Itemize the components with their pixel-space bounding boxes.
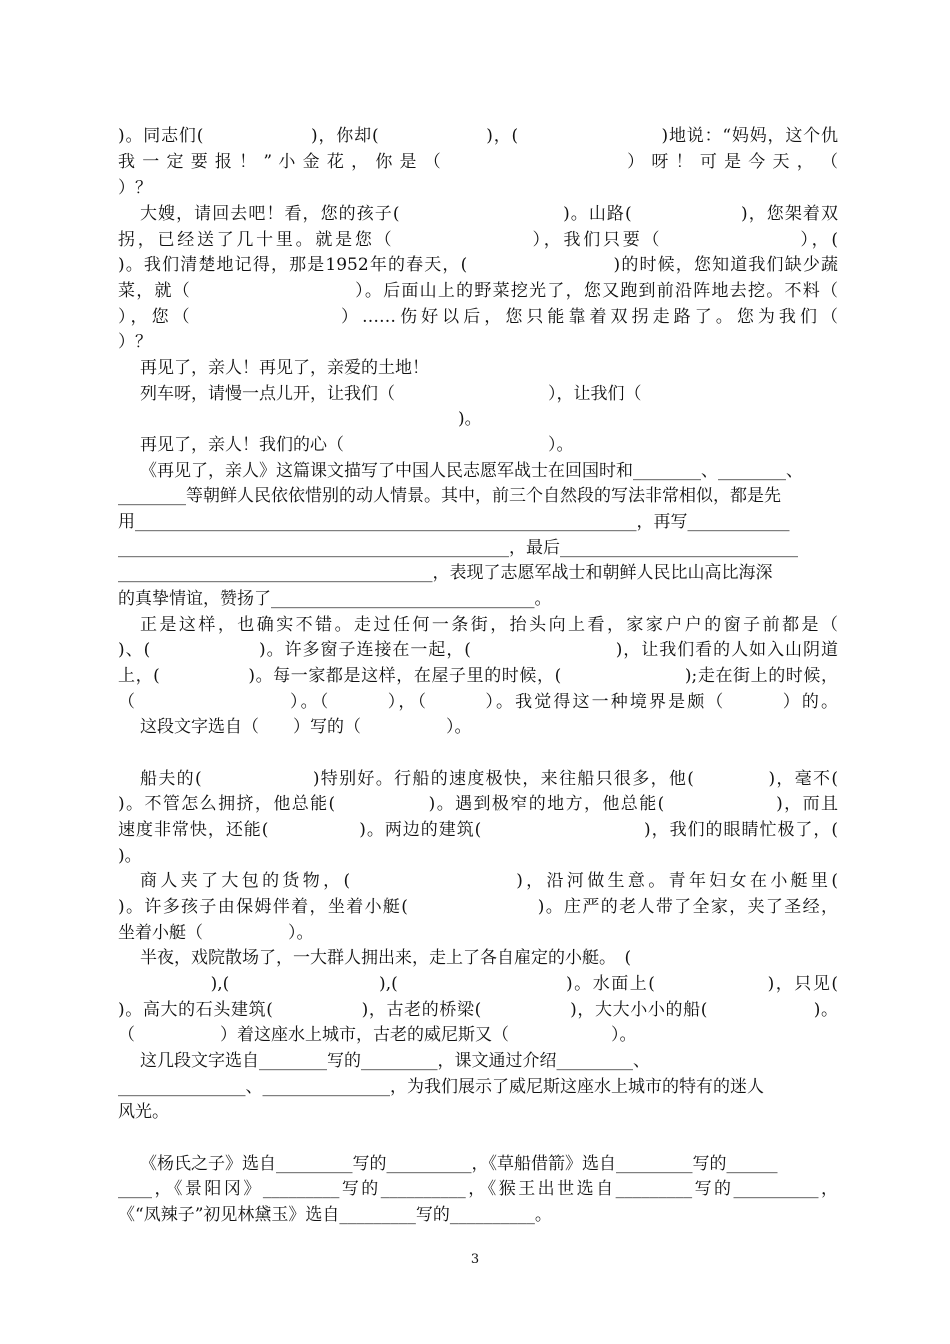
text-line: _____________________________________，表现了志愿军战士和朝鲜人民比山高比海深 [118,563,773,583]
text-line: _______________、_______________，为我们展示了威尼斯这座水上城市的特有的迷人 [118,1077,764,1097]
text-line: 用___________________________________________________________，再写____________ [118,512,790,532]
text-line: ）？ [118,332,152,352]
text-line: ________等朝鲜人民依依惜别的动人情景。其中，前三个自然段的写法非常相似，都是先 [118,486,781,506]
text-line: 列车呀，请慢一点儿开，让我们（ ），让我们（ [140,384,642,404]
text-line: 我 一 定 要 报 ！ ” 小 金 花 ， 你 是 （ ） 呀 ！ 可 是 今 天 ， （ [118,152,838,172]
text-line: ____，《景阳冈》_________写的__________，《猴王出世选自_________写的__________， [118,1179,838,1199]
text-line: )。许多孩子由保姆伴着，坐着小艇( )。庄严的老人带了全家，夹了圣经， [118,897,838,917]
text-line: 这段文字选自（ ）写的（ ）。 [140,717,472,737]
text-line: ______________________________________________，最后____________________________ [118,538,798,558]
page-number: 3 [470,1252,480,1267]
text-line: 坐着小艇（ ）。 [118,923,314,943]
text-line: )。 [118,846,142,866]
text-line: 的真挚情谊，赞扬了_______________________________。 [118,589,552,609]
text-line: 速度非常快，还能( )。两边的建筑( )，我们的眼睛忙极了，( [118,820,838,840]
text-line: )、( )。许多窗子连接在一起，( )，让我们看的人如入山阴道 [118,640,838,660]
text-line: )。同志们( )，你却( )，( )地说：“妈妈，这个仇 [118,126,838,146]
text-line: 半夜，戏院散场了，一大群人拥出来，走上了各自雇定的小艇。 ( [140,948,632,968]
text-line: 《再见了，亲人》这篇课文描写了中国人民志愿军战士在回国时和________、________、 [140,461,803,481]
text-line: ），您（ ）……伤好以后，您只能靠着双拐走路了。您为我们（ [118,307,838,327]
text-line: 再见了，亲人！我们的心（ ）。 [140,435,574,455]
text-line: )。高大的石头建筑( )，古老的桥梁( )，大大小小的船( )。 [118,1000,838,1020]
text-line: 船夫的( )特别好。行船的速度极快，来往船只很多，他( )，毫不( [140,769,838,789]
text-line: )。 [118,409,482,429]
text-line: ),( ),( )。水面上( )，只见( [118,974,838,994]
text-line: （ ）着这座水上城市，古老的威尼斯又（ ）。 [118,1025,637,1045]
text-line: 正是这样，也确实不错。走过任何一条街，抬头向上看，家家户户的窗子前都是（ [140,615,838,635]
text-line: 拐，已经送了几十里。就是您（ ），我们只要（ ），( [118,230,838,250]
text-line: 风光。 [118,1102,169,1122]
text-line: 大嫂，请回去吧！看，您的孩子( )。山路( )，您架着双 [140,204,838,224]
text-line: 再见了，亲人！再见了，亲爱的土地！ [140,358,429,378]
text-line: 《“凤辣子”初见林黛玉》选自_________写的__________。 [118,1205,552,1225]
text-line: 这几段文字选自________写的_________，课文通过介绍_________、 [140,1051,650,1071]
text-line: 菜，就（ ）。后面山上的野菜挖光了，您又跑到前沿阵地去挖。不料（ [118,281,838,301]
text-line: )。不管怎么拥挤，他总能( )。遇到极窄的地方，他总能( )，而且 [118,794,838,814]
text-line: （ ）。（ ），（ ）。我觉得这一种境界是颇（ ）的。 [118,692,838,712]
text-line: )。我们清楚地记得，那是1952年的春天，( )的时候，您知道我们缺少蔬 [118,255,838,275]
text-line: 《杨氏之子》选自_________写的__________，《草船借箭》选自_________写的______ [140,1154,778,1174]
text-line: 上，( )。每一家都是这样，在屋子里的时候，( );走在街上的时候， [118,666,838,686]
text-line: ）？ [118,178,152,198]
text-line: 商人夹了大包的货物，( )，沿河做生意。青年妇女在小艇里( [140,871,838,891]
